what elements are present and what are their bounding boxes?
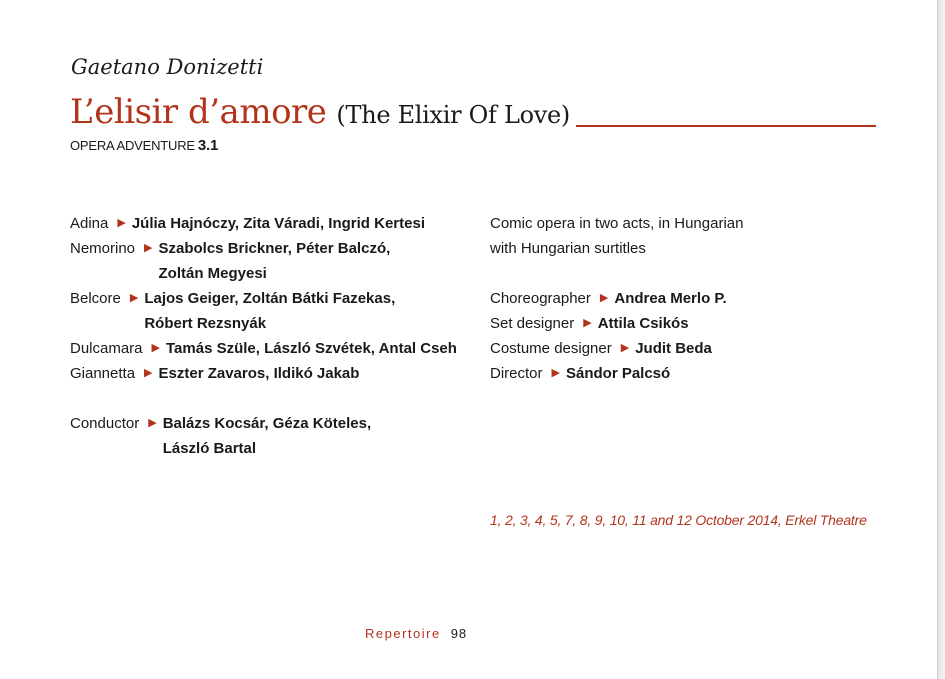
cast-name-line: Júlia Hajnóczy, Zita Váradi, Ingrid Kertesi [131, 215, 425, 232]
crew-name: Sándor Palcsó [565, 365, 671, 382]
opera-title: L’elisir d’amore [70, 92, 327, 132]
cast-row [70, 286, 480, 336]
page-edge [937, 0, 945, 679]
title-row [70, 92, 876, 132]
role-label: Giannetta [70, 365, 136, 382]
role-label: Nemorino [70, 240, 136, 257]
cast-row [70, 236, 480, 286]
cast-row [70, 361, 480, 386]
opera-title-translation: (The Elixir Of Love) [336, 101, 570, 129]
arrow-icon: ▶ [583, 317, 592, 329]
crew-row [490, 336, 890, 361]
cast-name-line: Zoltán Megyesi [158, 265, 267, 282]
crew-role: Choreographer [490, 290, 591, 307]
conductor-row [70, 411, 480, 461]
role-label: Conductor [70, 415, 140, 432]
cast-names [132, 211, 425, 236]
arrow-icon: ▶ [144, 367, 153, 379]
spacer [70, 386, 480, 411]
series-number: 3.1 [197, 137, 219, 154]
spacer [490, 261, 890, 286]
crew-name: Judit Beda [635, 340, 712, 357]
footer-section: Repertoire [365, 626, 441, 641]
conductor-name-line: Balázs Kocsár, Géza Köteles, [162, 415, 372, 432]
cast-column [70, 211, 480, 461]
crew-row [490, 361, 890, 386]
cast-name-line: Tamás Szüle, László Szvétek, Antal Cseh [166, 340, 457, 357]
cast-name-line: Lajos Geiger, Zoltán Bátki Fazekas, [144, 290, 396, 307]
crew-role: Set designer [490, 315, 575, 332]
crew-name: Andrea Merlo P. [614, 290, 727, 307]
crew-role: Costume designer [490, 340, 612, 357]
cast-names [159, 361, 360, 386]
description-line: Comic opera in two acts, in Hungarian [490, 215, 744, 232]
arrow-icon: ▶ [148, 417, 157, 429]
cast-row [70, 336, 480, 361]
arrow-icon: ▶ [151, 342, 160, 354]
composer-name: Gaetano Donizetti [71, 55, 264, 79]
role-label: Belcore [70, 290, 121, 307]
role-label: Adina [70, 215, 109, 232]
arrow-icon: ▶ [620, 342, 630, 354]
conductor-names [163, 411, 371, 461]
arrow-icon: ▶ [551, 367, 560, 379]
crew-row [490, 286, 890, 311]
arrow-icon: ▶ [129, 292, 139, 304]
cast-names [166, 336, 457, 361]
cast-name-line: Róbert Rezsnyák [144, 315, 267, 332]
crew-name: Attila Csikós [597, 315, 689, 332]
page-number: 98 [450, 626, 468, 641]
cast-name-line: Szabolcs Brickner, Péter Balczó, [158, 240, 391, 257]
page-footer [365, 626, 467, 641]
crew-role: Director [490, 365, 543, 382]
series-name: OPERA ADVENTURE [70, 138, 195, 153]
arrow-icon: ▶ [117, 217, 126, 229]
cast-row [70, 211, 480, 236]
cast-names [159, 236, 391, 286]
performance-dates: 1, 2, 3, 4, 5, 7, 8, 9, 10, 11 and 12 October 2014, Erkel Theatre [490, 512, 867, 528]
cast-names [144, 286, 395, 336]
role-label: Dulcamara [70, 340, 143, 357]
arrow-icon: ▶ [144, 242, 153, 254]
cast-name-line: Eszter Zavaros, Ildikó Jakab [158, 365, 360, 382]
production-column [490, 211, 890, 386]
arrow-icon: ▶ [599, 292, 609, 304]
description-line: with Hungarian surtitles [490, 240, 646, 257]
crew-row [490, 311, 890, 336]
series-label [70, 137, 218, 154]
conductor-name-line: László Bartal [162, 440, 257, 457]
title-rule [576, 125, 876, 127]
